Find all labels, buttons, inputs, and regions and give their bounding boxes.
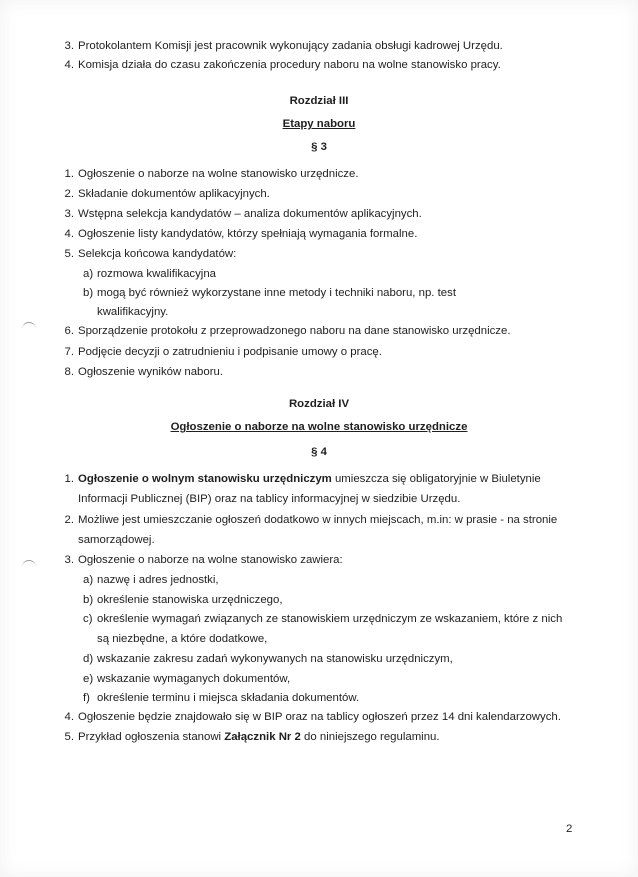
text: do niniejszego regulaminu. — [300, 731, 440, 743]
text: umieszcza się obligatoryjnie w Biuletynie — [331, 473, 541, 485]
list-item: Wstępna selekcja kandydatów – analiza dokumentów aplikacyjnych. — [78, 208, 422, 220]
list-number: 1. — [64, 473, 74, 485]
sublist-item: rozmowa kwalifikacyjna — [97, 268, 217, 280]
chapter-subtitle: Etapy naboru — [282, 118, 356, 130]
list-number: 5. — [64, 731, 74, 743]
list-item-continuation: samorządowej. — [78, 534, 155, 546]
section-mark: § 4 — [311, 446, 327, 458]
sublist-item: mogą być również wykorzystane inne metody i techniki naboru, np. test — [97, 287, 456, 299]
bold-text: Załącznik Nr 2 — [224, 731, 301, 743]
section-mark: § 3 — [311, 141, 327, 153]
chapter-title: Rozdział III — [289, 95, 349, 107]
list-item: Podjęcie decyzji o zatrudnieniu i podpisanie umowy o pracę. — [78, 346, 382, 358]
list-number: 3. — [64, 208, 74, 220]
sublist-item: wskazanie wymaganych dokumentów, — [97, 673, 291, 685]
list-number: 2. — [64, 188, 74, 200]
list-item: Sporządzenie protokołu z przeprowadzonego naboru na dane stanowisko urzędnicze. — [78, 325, 511, 337]
punch-hole-mark — [22, 560, 36, 568]
list-item: Możliwe jest umieszczanie ogłoszeń dodatkowo w innych miejscach, m.in: w prasie - na stronie — [78, 514, 558, 526]
list-number: 3. — [64, 554, 74, 566]
punch-hole-mark — [22, 322, 36, 330]
sublist-letter: c) — [83, 613, 93, 625]
sublist-letter: b) — [83, 287, 94, 299]
list-number: 3. — [64, 40, 74, 52]
list-item — [78, 731, 440, 743]
sublist-letter: e) — [83, 673, 94, 685]
list-number: 5. — [64, 248, 74, 260]
chapter-subtitle: Ogłoszenie o naborze na wolne stanowisko urzędnicze — [170, 421, 468, 433]
sublist-item: wskazanie zakresu zadań wykonywanych na stanowisku urzędniczym, — [97, 653, 453, 665]
sublist-item-continuation: kwalifikacyjny. — [97, 306, 169, 318]
list-item — [78, 473, 541, 485]
sublist-item: określenie stanowiska urzędniczego, — [97, 594, 283, 606]
text: Przykład ogłoszenia stanowi — [78, 731, 225, 743]
list-item: Selekcja końcowa kandydatów: — [78, 248, 237, 260]
list-number: 4. — [64, 711, 74, 723]
sublist-item: nazwę i adres jednostki, — [97, 574, 219, 586]
list-number: 7. — [64, 346, 74, 358]
sublist-letter: b) — [83, 594, 94, 606]
sublist-letter: f) — [83, 692, 90, 704]
sublist-item: określenie terminu i miejsca składania dokumentów. — [97, 692, 360, 704]
sublist-item-continuation: są niezbędne, a które dodatkowe, — [97, 633, 268, 645]
list-number: 1. — [64, 168, 74, 180]
list-item: Protokolantem Komisji jest pracownik wykonujący zadania obsługi kadrowej Urzędu. — [78, 40, 503, 52]
list-number: 4. — [64, 59, 74, 71]
list-item-continuation: Informacji Publicznej (BIP) oraz na tablicy informacyjnej w siedzibie Urzędu. — [78, 493, 461, 505]
sublist-letter: a) — [83, 268, 94, 280]
bold-text: Ogłoszenie o wolnym stanowisku urzędniczym — [78, 473, 332, 485]
list-item: Ogłoszenie listy kandydatów, którzy spełniają wymagania formalne. — [78, 228, 418, 240]
list-number: 6. — [64, 325, 74, 337]
sublist-item: określenie wymagań związanych ze stanowiskiem urzędniczym ze wskazaniem, które z nich — [97, 613, 563, 625]
list-item: Ogłoszenie będzie znajdowało się w BIP oraz na tablicy ogłoszeń przez 14 dni kalendarzowych. — [78, 711, 561, 723]
list-item: Składanie dokumentów aplikacyjnych. — [78, 188, 270, 200]
list-item: Ogłoszenie o naborze na wolne stanowisko zawiera: — [78, 554, 343, 566]
sublist-letter: a) — [83, 574, 94, 586]
page-number: 2 — [566, 823, 573, 835]
list-number: 2. — [64, 514, 74, 526]
list-item: Ogłoszenie wyników naboru. — [78, 366, 223, 378]
list-number: 8. — [64, 366, 74, 378]
chapter-title: Rozdział IV — [288, 398, 350, 410]
list-item: Komisja działa do czasu zakończenia procedury naboru na wolne stanowisko pracy. — [78, 59, 501, 71]
sublist-letter: d) — [83, 653, 94, 665]
list-item: Ogłoszenie o naborze na wolne stanowisko urzędnicze. — [78, 168, 359, 180]
list-number: 4. — [64, 228, 74, 240]
